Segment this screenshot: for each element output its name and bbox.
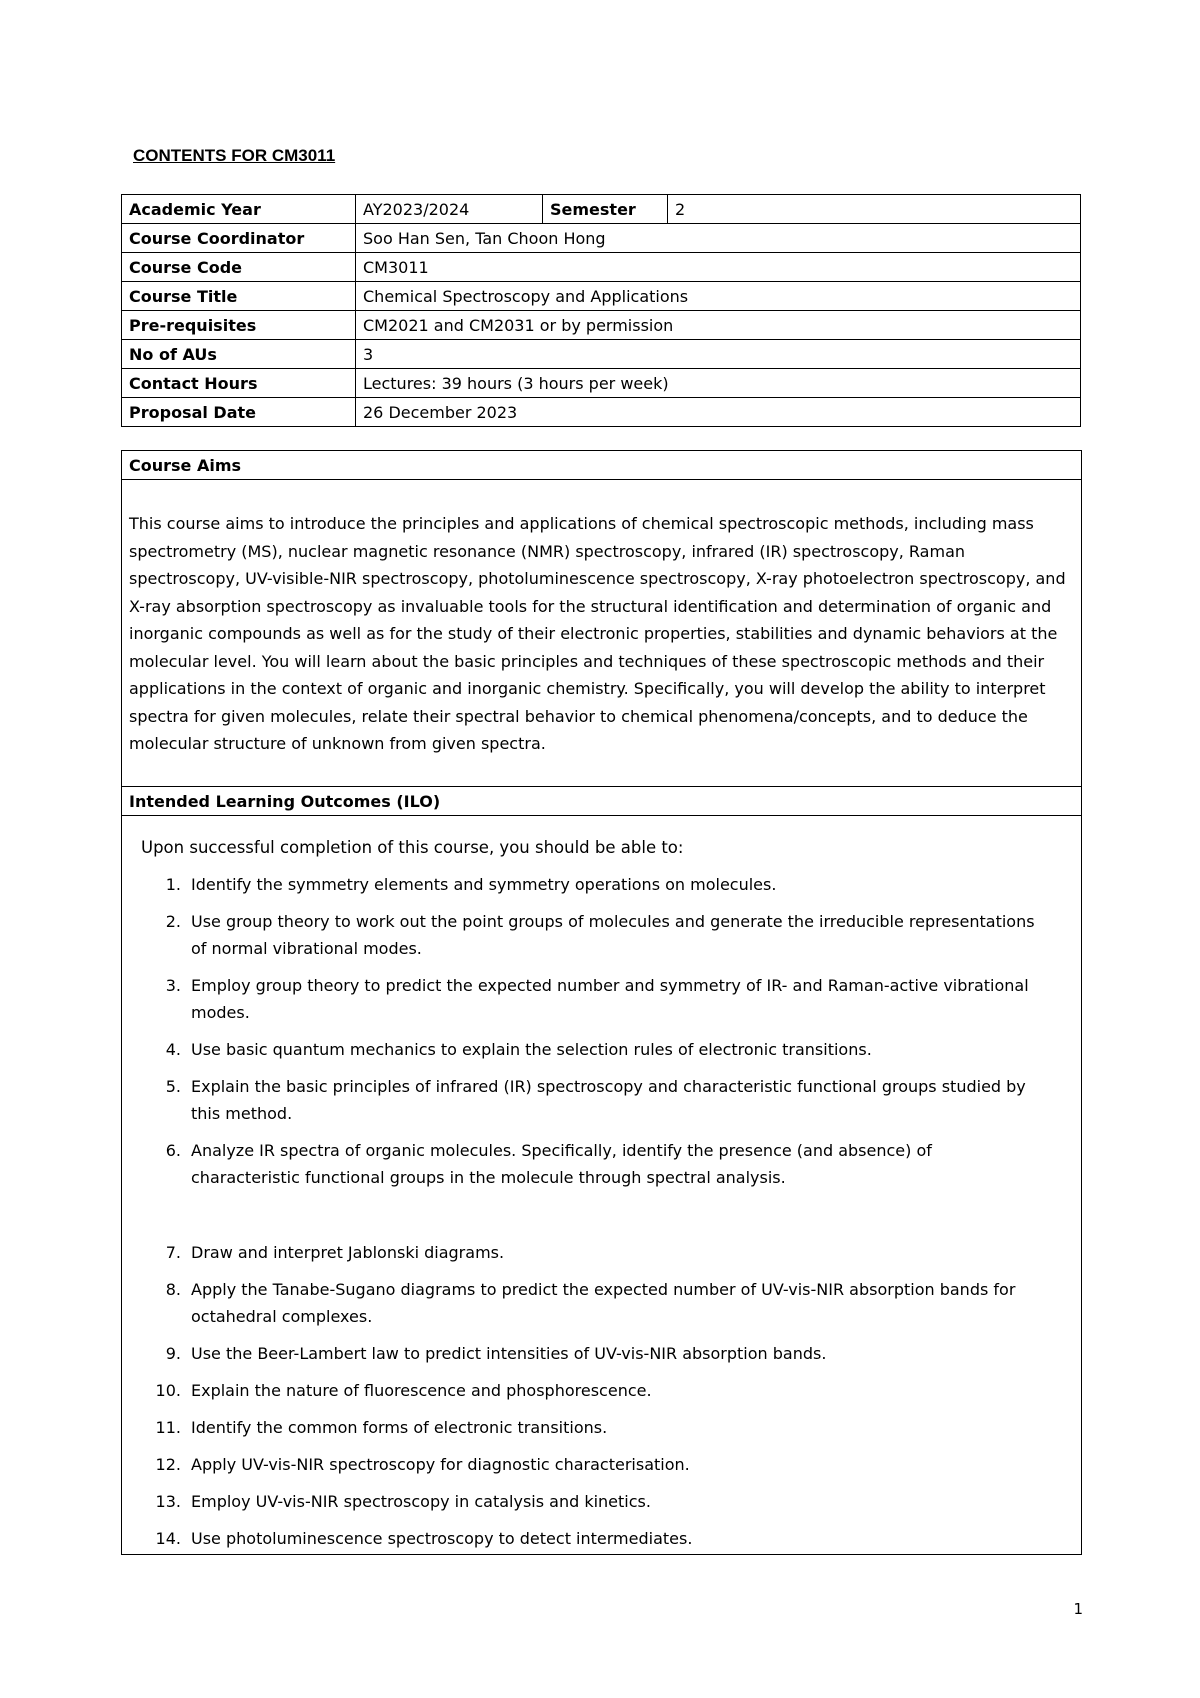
table-row: [122, 195, 1081, 224]
ilo-number: 12.: [155, 1455, 181, 1474]
course-aims-heading: Course Aims: [122, 451, 1081, 480]
page-title: CONTENTS FOR CM3011: [133, 146, 336, 165]
aus-label: No of AUs: [122, 340, 356, 369]
course-title-label: Course Title: [122, 282, 356, 311]
ilo-text: Employ UV-vis-NIR spectroscopy in catalysis and kinetics.: [191, 1492, 651, 1511]
semester-value: 2: [668, 195, 1081, 224]
list-item: [129, 972, 1074, 1026]
semester-label: Semester: [543, 195, 668, 224]
spacer: [129, 1201, 1074, 1239]
coordinator-label: Course Coordinator: [122, 224, 356, 253]
ilo-number: 11.: [155, 1418, 181, 1437]
ilo-text: Explain the basic principles of infrared (IR) spectroscopy and characteristic functional groups studied by this method.: [191, 1077, 1026, 1123]
ilo-text: Employ group theory to predict the expected number and symmetry of IR- and Raman-active vibrational modes.: [191, 976, 1029, 1022]
prerequisites-value: CM2021 and CM2031 or by permission: [356, 311, 1081, 340]
table-row: [122, 282, 1081, 311]
list-item: [129, 908, 1074, 962]
ilo-text: Explain the nature of fluorescence and phosphorescence.: [191, 1381, 652, 1400]
ilo-list: [129, 871, 1074, 1552]
list-item: [129, 1377, 1074, 1404]
table-row: [122, 224, 1081, 253]
ilo-text: Identify the symmetry elements and symmetry operations on molecules.: [191, 875, 777, 894]
ilo-number: 14.: [155, 1529, 181, 1548]
ilo-number: 6.: [165, 1141, 181, 1160]
ilo-number: 1.: [165, 875, 181, 894]
academic-year-value: AY2023/2024: [356, 195, 543, 224]
list-item: [129, 1488, 1074, 1515]
course-code-label: Course Code: [122, 253, 356, 282]
table-row: [122, 253, 1081, 282]
table-row: [122, 369, 1081, 398]
table-row: [122, 340, 1081, 369]
list-item: [129, 1414, 1074, 1441]
list-item: [129, 1036, 1074, 1063]
list-item: [129, 1340, 1074, 1367]
ilo-heading: Intended Learning Outcomes (ILO): [122, 786, 1081, 816]
ilo-number: 4.: [165, 1040, 181, 1059]
ilo-text: Identify the common forms of electronic transitions.: [191, 1418, 608, 1437]
course-info-table: [121, 194, 1081, 427]
ilo-number: 9.: [165, 1344, 181, 1363]
list-item: [129, 1451, 1074, 1478]
ilo-text: Use group theory to work out the point groups of molecules and generate the irreducible representations of normal vibrational modes.: [191, 912, 1035, 958]
contact-hours-label: Contact Hours: [122, 369, 356, 398]
proposal-date-label: Proposal Date: [122, 398, 356, 427]
ilo-number: 8.: [165, 1280, 181, 1299]
ilo-text: Analyze IR spectra of organic molecules. Specifically, identify the presence (and absence) of characteristic functional groups in the molecule through spectral analysis.: [191, 1141, 932, 1187]
page-number: 1: [1073, 1600, 1083, 1618]
course-aims-text: This course aims to introduce the principles and applications of chemical spectroscopic methods, including mass spectrometry (MS), nuclear magnetic resonance (NMR) spectroscopy, infrared (IR) spectroscopy, Raman spectroscopy, UV-visible-NIR spectroscopy, photoluminescence spectroscopy, X-ray photoelectron spectroscopy, and X-ray absorption spectroscopy as invaluable tools for the structural identification and determination of organic and inorganic compounds as well as for the study of their electronic properties, stabilities and dynamic behaviors at the molecular level. You will learn about the basic principles and techniques of these spectroscopic methods and their applications in the context of organic and inorganic chemistry. Specifically, you will develop the ability to interpret spectra for given molecules, relate their spectral behavior to chemical phenomena/concepts, and to deduce the molecular structure of unknown from given spectra.: [129, 514, 1066, 753]
ilo-text: Use basic quantum mechanics to explain the selection rules of electronic transitions.: [191, 1040, 872, 1059]
list-item: [129, 1239, 1074, 1266]
list-item: [129, 871, 1074, 898]
ilo-text: Draw and interpret Jablonski diagrams.: [191, 1243, 505, 1262]
list-item: [129, 1276, 1074, 1330]
aims-ilo-section: [121, 450, 1082, 1555]
table-row: [122, 398, 1081, 427]
ilo-text: Apply UV-vis-NIR spectroscopy for diagnostic characterisation.: [191, 1455, 690, 1474]
ilo-number: 13.: [155, 1492, 181, 1511]
list-item: [129, 1073, 1074, 1127]
ilo-text: Apply the Tanabe-Sugano diagrams to predict the expected number of UV-vis-NIR absorption bands for octahedral complexes.: [191, 1280, 1016, 1326]
ilo-number: 2.: [165, 912, 181, 931]
ilo-body: [122, 816, 1081, 1555]
prerequisites-label: Pre-requisites: [122, 311, 356, 340]
academic-year-label: Academic Year: [122, 195, 356, 224]
ilo-number: 10.: [155, 1381, 181, 1400]
list-item: [129, 1137, 1074, 1191]
table-row: [122, 311, 1081, 340]
proposal-date-value: 26 December 2023: [356, 398, 1081, 427]
contact-hours-value: Lectures: 39 hours (3 hours per week): [356, 369, 1081, 398]
aus-value: 3: [356, 340, 1081, 369]
course-title-value: Chemical Spectroscopy and Applications: [356, 282, 1081, 311]
ilo-text: Use the Beer-Lambert law to predict intensities of UV-vis-NIR absorption bands.: [191, 1344, 827, 1363]
ilo-number: 5.: [165, 1077, 181, 1096]
ilo-text: Use photoluminescence spectroscopy to detect intermediates.: [191, 1529, 693, 1548]
list-item: [129, 1525, 1074, 1552]
ilo-number: 7.: [165, 1243, 181, 1262]
course-code-value: CM3011: [356, 253, 1081, 282]
ilo-number: 3.: [165, 976, 181, 995]
coordinator-value: Soo Han Sen, Tan Choon Hong: [356, 224, 1081, 253]
ilo-intro: Upon successful completion of this course, you should be able to:: [141, 838, 684, 857]
